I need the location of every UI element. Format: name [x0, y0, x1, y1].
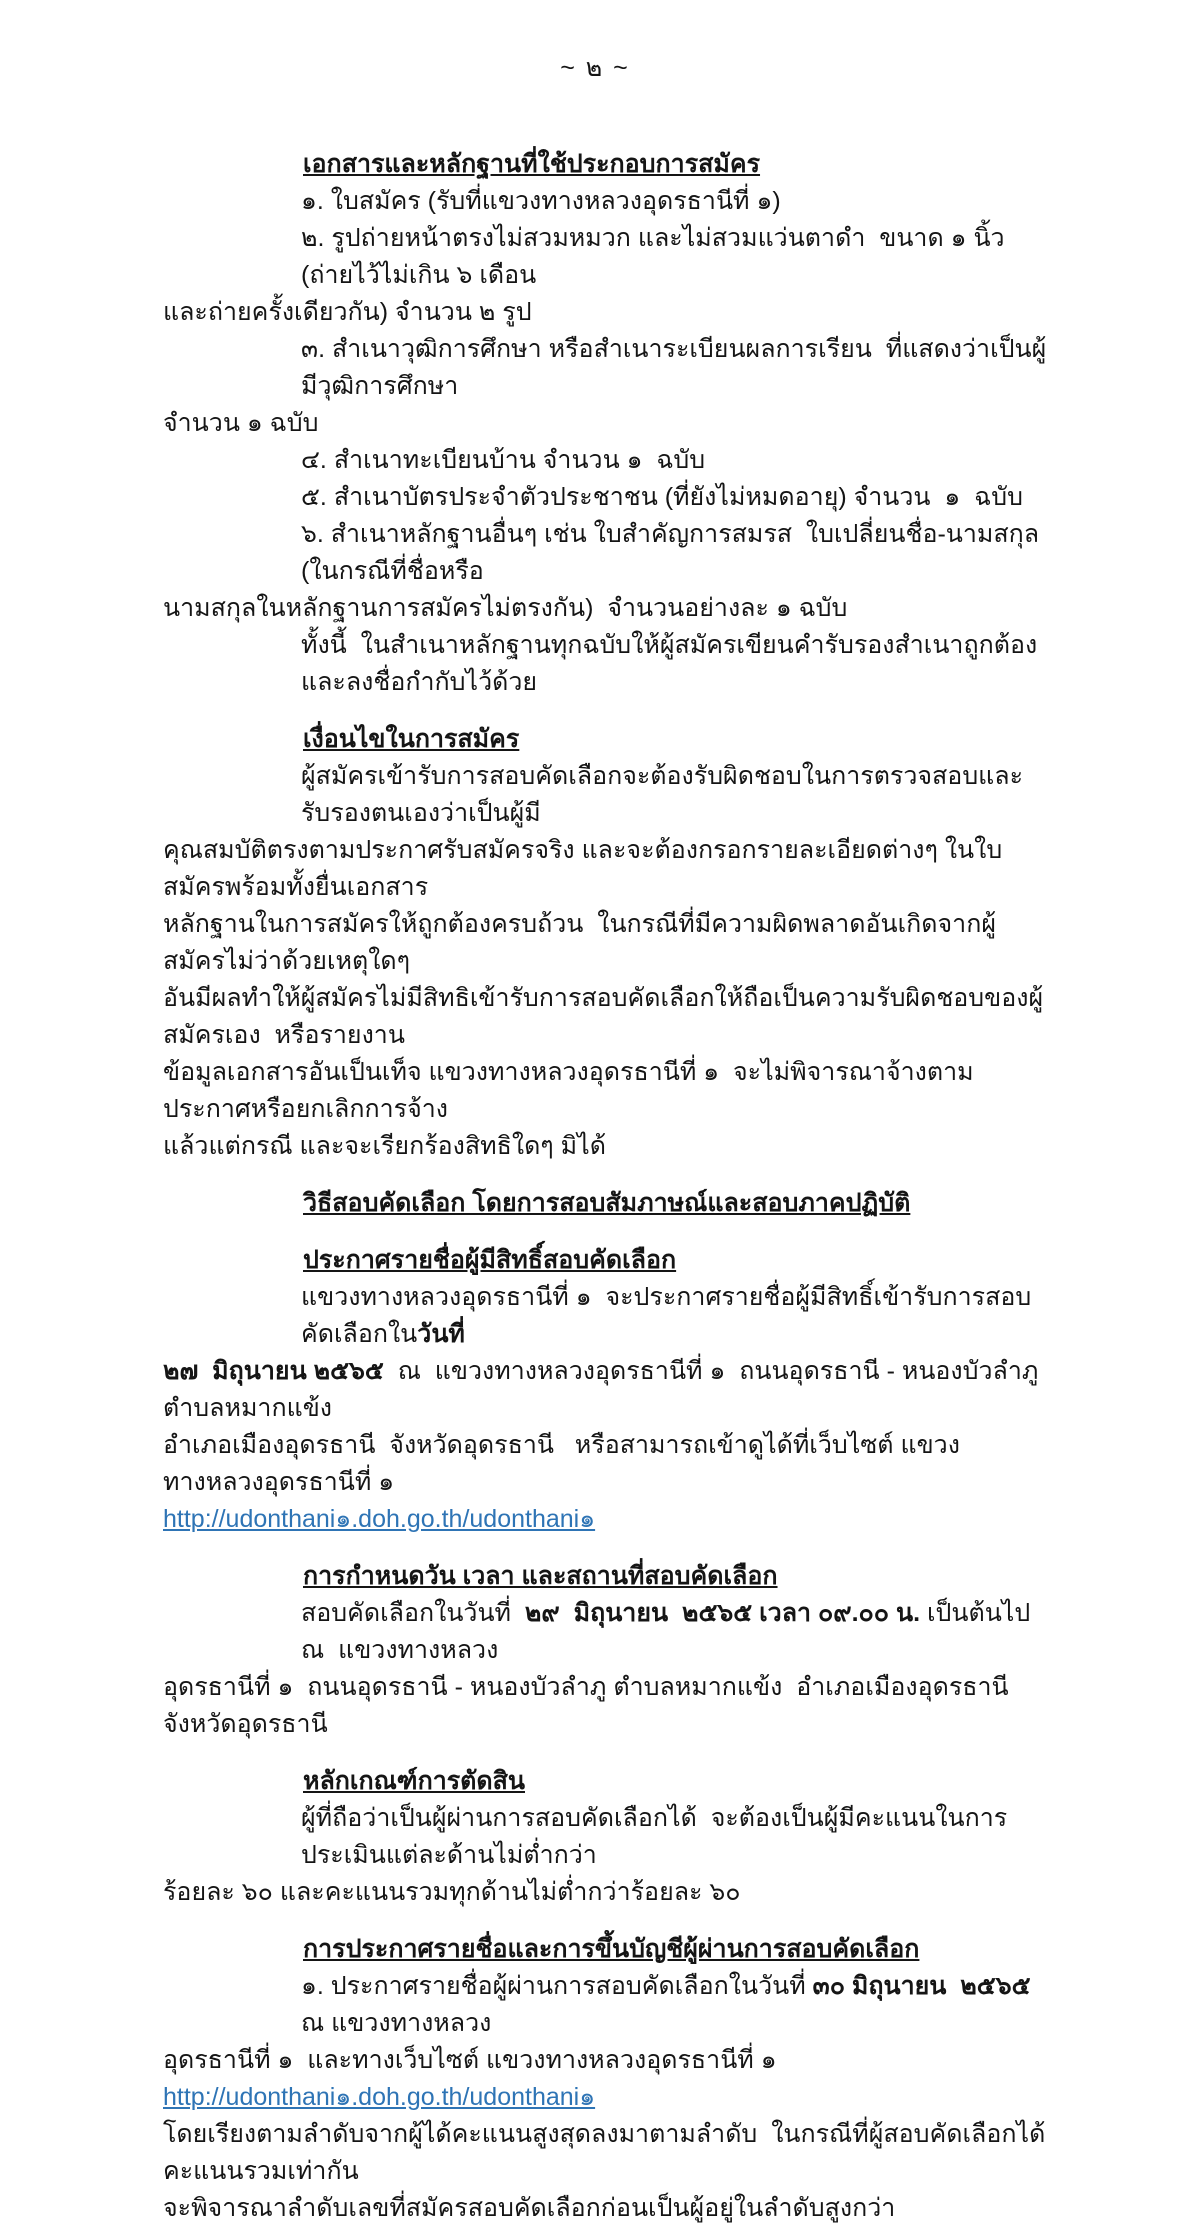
- text-segment: โดยเรียงตามลำดับจากผู้ได้คะแนนสูงสุดลงมาตามลำดับ ในกรณีที่ผู้สอบคัดเลือกได้คะแนนรวมเท่ากัน: [163, 2120, 1046, 2185]
- text-segment: จะพิจารณาลำดับเลขที่สมัครสอบคัดเลือกก่อนเป็นผู้อยู่ในลำดับสูงกว่า: [163, 2194, 896, 2222]
- text-segment: วิธีสอบคัดเลือก โดยการสอบสัมภาษณ์และสอบภาคปฏิบัติ: [303, 1189, 911, 1217]
- text-segment: เป็นต้นไป ณ แขวงทางหลวง: [301, 1599, 1038, 1664]
- text-line: [163, 2042, 1053, 2116]
- text-segment: ร้อยละ ๖๐ และคะแนนรวมทุกด้านไม่ต่ำกว่าร้อยละ ๖๐: [163, 1878, 741, 1906]
- bold-text: ๓๐ มิถุนายน ๒๕๖๕: [812, 1972, 1031, 2000]
- text-segment: อุดรธานีที่ ๑ และทางเว็บไซต์ แขวงทางหลวงอุดรธานีที่ ๑: [163, 2046, 784, 2074]
- text-segment: แขวงทางหลวงอุดรธานีที่ ๑ จะประกาศรายชื่อผู้มีสิทธิ์เข้ารับการสอบคัดเลือกใน: [301, 1283, 1032, 1348]
- text-segment: ประกาศรายชื่อผู้มีสิทธิ์สอบคัดเลือก: [303, 1246, 677, 1274]
- section-header: [163, 1763, 1053, 1800]
- text-line: [163, 2116, 1053, 2190]
- text-segment: ๑. ใบสมัคร (รับที่แขวงทางหลวงอุดรธานีที่ ๑): [301, 187, 781, 215]
- text-line: [163, 1968, 1053, 2042]
- page-number: ~ ๒ ~: [560, 54, 630, 82]
- text-line: [163, 405, 1053, 442]
- text-segment: สอบคัดเลือกในวันที่: [301, 1599, 525, 1627]
- section-header: [163, 1185, 1053, 1222]
- text-segment: แล้วแต่กรณี และจะเรียกร้องสิทธิใดๆ มิได้: [163, 1132, 606, 1160]
- text-segment: เอกสารและหลักฐานที่ใช้ประกอบการสมัคร: [303, 150, 761, 178]
- text-line: [163, 1427, 1053, 1501]
- section-header: [163, 1242, 1053, 1279]
- text-line: [163, 1353, 1053, 1427]
- bold-text: ๒๙ มิถุนายน ๒๕๖๕ เวลา ๐๙.๐๐ น.: [524, 1599, 921, 1627]
- text-line: [163, 627, 1053, 701]
- text-segment: ๖. สำเนาหลักฐานอื่นๆ เช่น ใบสำคัญการสมรส ใบเปลี่ยนชื่อ-นามสกุล (ในกรณีที่ชื่อหรือ: [301, 520, 1054, 585]
- text-line: [163, 1279, 1053, 1353]
- text-line: [163, 294, 1053, 331]
- text-line: [163, 2190, 1053, 2227]
- text-line: [163, 1054, 1053, 1128]
- text-segment: ผู้สมัครเข้ารับการสอบคัดเลือกจะต้องรับผิดชอบในการตรวจสอบและรับรองตนเองว่าเป็นผู้มี: [301, 762, 1024, 827]
- text-segment: นามสกุลในหลักฐานการสมัครไม่ตรงกัน) จำนวนอย่างละ ๑ ฉบับ: [163, 594, 848, 622]
- website-link[interactable]: http://udonthani๑.doh.go.th/udonthani๑: [163, 2083, 596, 2111]
- text-segment: ผู้ที่ถือว่าเป็นผู้ผ่านการสอบคัดเลือกได้ จะต้องเป็นผู้มีคะแนนในการประเมินแต่ละด้านไม่ต่ำกว่า: [301, 1804, 1008, 1869]
- section-header: [163, 1931, 1053, 1968]
- text-segment: ทั้งนี้ ในสำเนาหลักฐานทุกฉบับให้ผู้สมัครเขียนคำรับรองสำเนาถูกต้องและลงชื่อกำกับไว้ด้วย: [301, 631, 1038, 696]
- text-line: [163, 1669, 1053, 1743]
- text-line: [163, 758, 1053, 832]
- website-link[interactable]: http://udonthani๑.doh.go.th/udonthani๑: [163, 1505, 596, 1533]
- text-segment: ๕. สำเนาบัตรประจำตัวประชาชน (ที่ยังไม่หมดอายุ) จำนวน ๑ ฉบับ: [301, 483, 1023, 511]
- text-line: [163, 1128, 1053, 1165]
- text-segment: ๓. สำเนาวุฒิการศึกษา หรือสำเนาระเบียนผลการเรียน ที่แสดงว่าเป็นผู้มีวุฒิการศึกษา: [301, 335, 1047, 400]
- text-segment: หลักฐานในการสมัครให้ถูกต้องครบถ้วน ในกรณีที่มีความผิดพลาดอันเกิดจากผู้สมัครไม่ว่าด้วยเหตุใดๆ: [163, 910, 996, 975]
- text-segment: เงื่อนไขในการสมัคร: [303, 725, 520, 753]
- text-line: [163, 442, 1053, 479]
- text-line: [163, 1595, 1053, 1669]
- text-segment: การกำหนดวัน เวลา และสถานที่สอบคัดเลือก: [303, 1562, 778, 1590]
- text-segment: และถ่ายครั้งเดียวกัน) จำนวน ๒ รูป: [163, 298, 532, 326]
- text-segment: คุณสมบัติตรงตามประกาศรับสมัครจริง และจะต้องกรอกรายละเอียดต่างๆ ในใบสมัครพร้อมทั้งยื่นเอกสาร: [163, 836, 1003, 901]
- document-body: [163, 146, 1053, 2227]
- text-segment: ๔. สำเนาทะเบียนบ้าน จำนวน ๑ ฉบับ: [301, 446, 706, 474]
- text-segment: ข้อมูลเอกสารอันเป็นเท็จ แขวงทางหลวงอุดรธานีที่ ๑ จะไม่พิจารณาจ้างตามประกาศหรือยกเลิกการจ้าง: [163, 1058, 974, 1123]
- text-segment: การประกาศรายชื่อและการขึ้นบัญชีผู้ผ่านการสอบคัดเลือก: [303, 1935, 920, 1963]
- text-line: [163, 1501, 1053, 1538]
- text-segment: อันมีผลทำให้ผู้สมัครไม่มีสิทธิเข้ารับการสอบคัดเลือกให้ถือเป็นความรับผิดชอบของผู้สมัครเอง หรือรายงาน: [163, 984, 1044, 1049]
- text-line: [163, 980, 1053, 1054]
- text-segment: ๒. รูปถ่ายหน้าตรงไม่สวมหมวก และไม่สวมแว่นตาดำ ขนาด ๑ นิ้ว (ถ่ายไว้ไม่เกิน ๖ เดือน: [301, 224, 1012, 289]
- text-line: [163, 1874, 1053, 1911]
- section-header: [163, 721, 1053, 758]
- text-segment: หลักเกณฑ์การตัดสิน: [303, 1767, 525, 1795]
- section-header: [163, 146, 1053, 183]
- text-line: [163, 590, 1053, 627]
- text-line: [163, 331, 1053, 405]
- text-line: [163, 832, 1053, 906]
- text-segment: ๑. ประกาศรายชื่อผู้ผ่านการสอบคัดเลือกในวันที่: [301, 1972, 813, 2000]
- text-line: [163, 479, 1053, 516]
- text-line: [163, 1800, 1053, 1874]
- text-segment: ณ แขวงทางหลวง: [301, 1972, 1045, 2037]
- text-line: [163, 220, 1053, 294]
- bold-text: ๒๗ มิถุนายน ๒๕๖๕: [163, 1357, 384, 1385]
- text-line: [163, 906, 1053, 980]
- bold-text: วันที่: [417, 1320, 465, 1348]
- text-segment: จำนวน ๑ ฉบับ: [163, 409, 319, 437]
- text-segment: ณ แขวงทางหลวงอุดรธานีที่ ๑ ถนนอุดรธานี - หนองบัวลำภู ตำบลหมากแข้ง: [163, 1357, 1046, 1422]
- section-header: [163, 1558, 1053, 1595]
- text-segment: อุดรธานีที่ ๑ ถนนอุดรธานี - หนองบัวลำภู ตำบลหมากแข้ง อำเภอเมืองอุดรธานี จังหวัดอุดรธานี: [163, 1673, 1023, 1738]
- text-segment: อำเภอเมืองอุดรธานี จังหวัดอุดรธานี หรือสามารถเข้าดูได้ที่เว็บไซต์ แขวงทางหลวงอุดรธานีที่ ๑: [163, 1431, 960, 1496]
- text-line: [163, 516, 1053, 590]
- text-line: [163, 183, 1053, 220]
